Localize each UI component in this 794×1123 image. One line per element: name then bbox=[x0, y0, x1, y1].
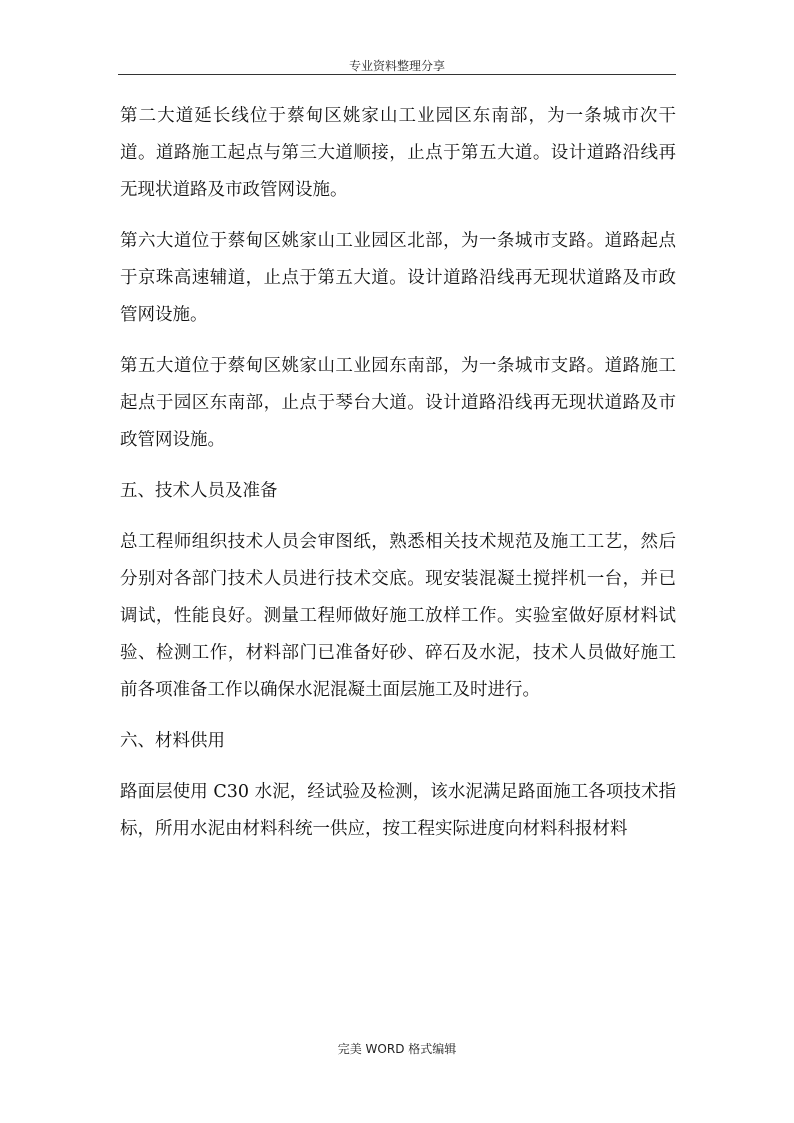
paragraph-materials-supply: 路面层使用 C30 水泥，经试验及检测，该水泥满足路面施工各项技术指标，所用水泥由材料科统一供应，按工程实际进度向材料科报材料 bbox=[120, 782, 676, 839]
header-divider bbox=[118, 74, 676, 75]
paragraph-fifth-avenue: 第五大道位于蔡甸区姚家山工业园东南部，为一条城市支路。道路施工起点于园区东南部，止点于琴台大道。设计道路沿线再无现状道路及市政管网设施。 bbox=[120, 356, 676, 450]
document-body bbox=[120, 98, 676, 862]
paragraph-technical-preparation: 总工程师组织技术人员会审图纸，熟悉相关技术规范及施工工艺，然后分别对各部门技术人员进行技术交底。现安装混凝土搅拌机一台，并已调试，性能良好。测量工程师做好施工放样工作。实验室做好原材料试验、检测工作，材料部门已准备好砂、碎石及水泥，技术人员做好施工前各项准备工作以确保水泥混凝土面层施工及时进行。 bbox=[120, 532, 676, 700]
section-heading-technical-staff: 五、技术人员及准备 bbox=[120, 481, 278, 501]
paragraph-sixth-avenue: 第六大道位于蔡甸区姚家山工业园区北部，为一条城市支路。道路起点于京珠高速辅道，止点于第五大道。设计道路沿线再无现状道路及市政管网设施。 bbox=[120, 231, 676, 325]
section-heading-materials: 六、材料供用 bbox=[120, 731, 225, 751]
page-footer: 完美 WORD 格式编辑 bbox=[337, 1042, 457, 1056]
paragraph-second-avenue: 第二大道延长线位于蔡甸区姚家山工业园区东南部，为一条城市次干道。道路施工起点与第三大道顺接，止点于第五大道。设计道路沿线再无现状道路及市政管网设施。 bbox=[120, 106, 676, 200]
page-header: 专业资料整理分享 bbox=[348, 59, 445, 73]
